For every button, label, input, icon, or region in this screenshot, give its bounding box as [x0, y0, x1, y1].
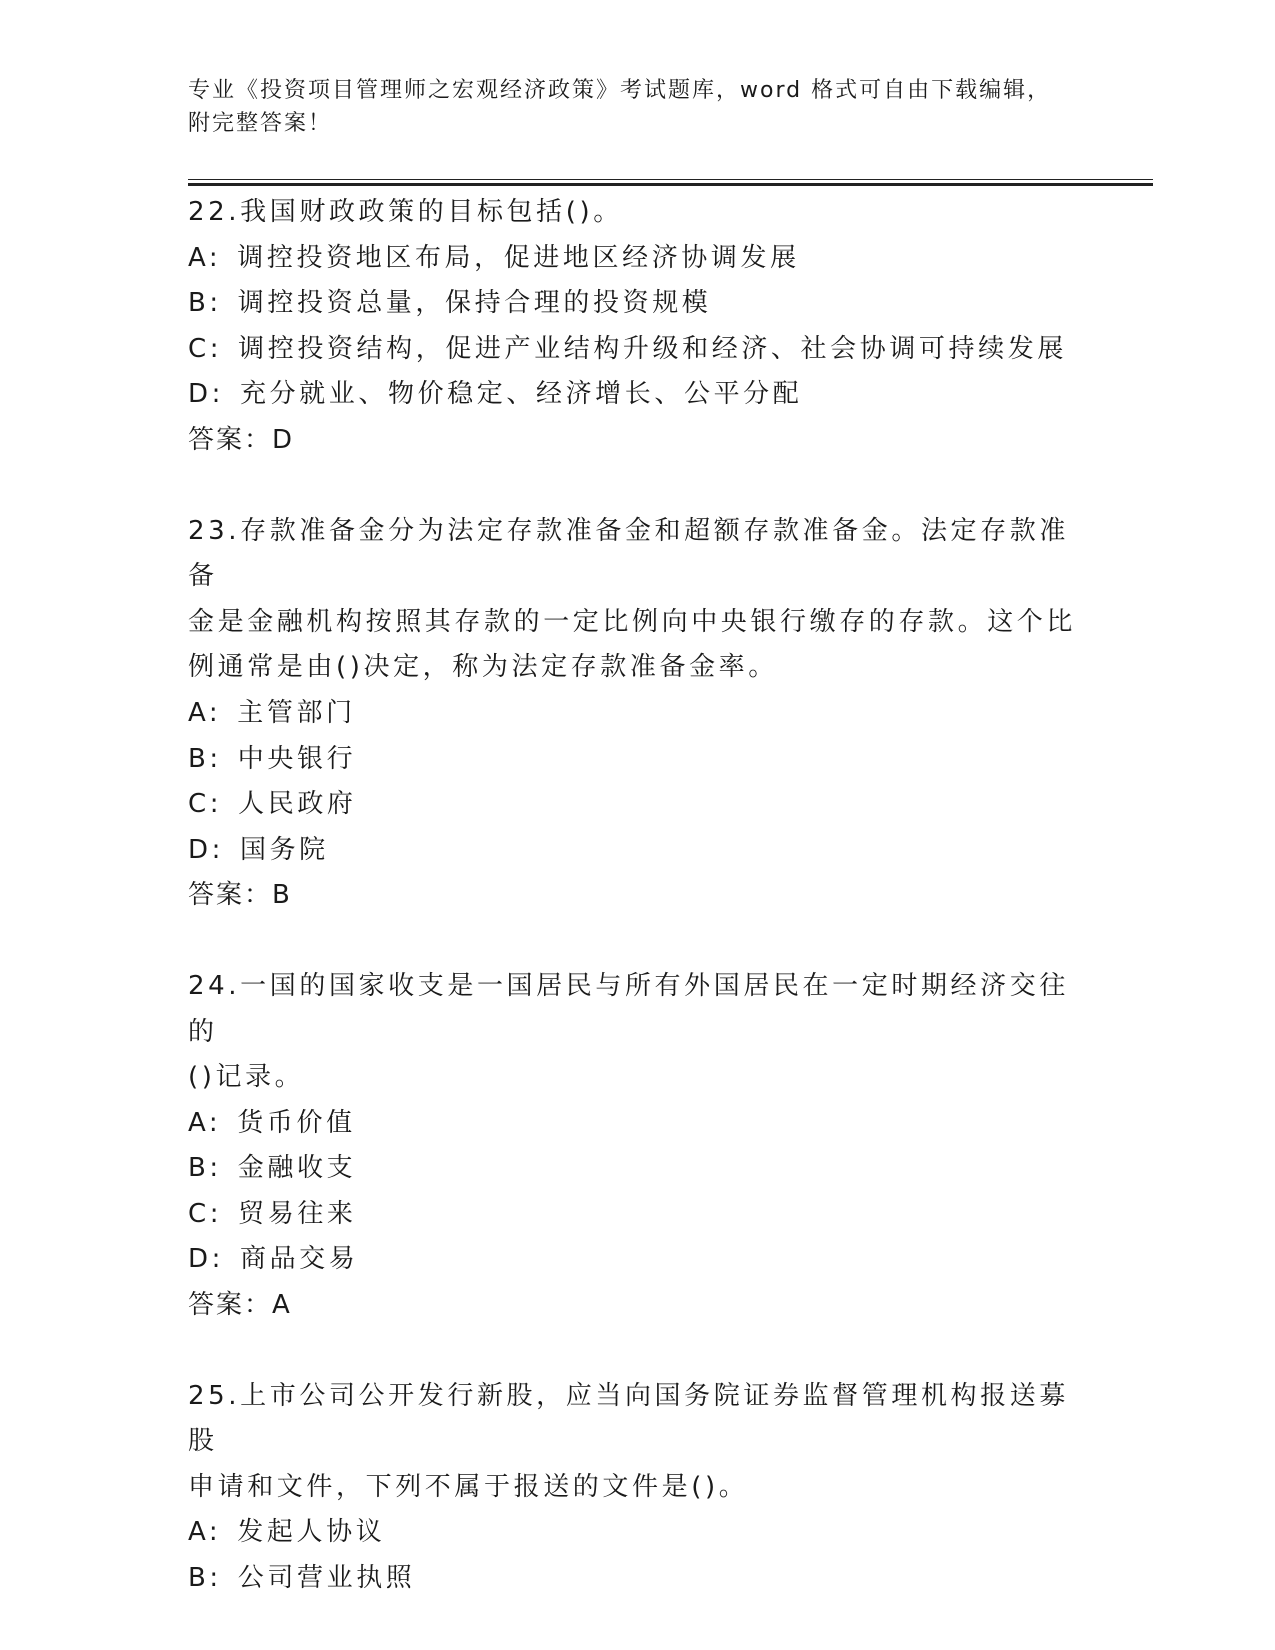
option-b [188, 1556, 1088, 1602]
answer-line [188, 1283, 1088, 1329]
option-letter: C: [188, 1198, 223, 1229]
question-24 [188, 964, 1088, 1329]
header-divider-thick [188, 183, 1153, 186]
option-d [188, 828, 1088, 874]
option-a [188, 691, 1088, 737]
question-23 [188, 509, 1088, 919]
header-divider-thin [188, 179, 1153, 180]
question-22 [188, 190, 1088, 464]
answer-value: D [272, 424, 295, 455]
option-text: 货币价值 [237, 1107, 356, 1138]
answer-label: 答案： [188, 424, 273, 455]
question-stem-line-1: 23.存款准备金分为法定存款准备金和超额存款准备金。法定存款准备 [188, 515, 1069, 592]
question-stem-line-2: 金是金融机构按照其存款的一定比例向中央银行缴存的存款。这个比 [188, 606, 1077, 637]
option-d [188, 372, 1088, 418]
option-letter: D: [188, 379, 224, 410]
option-letter: B: [188, 1153, 222, 1184]
option-d [188, 1237, 1088, 1283]
option-text: 公司营业执照 [237, 1563, 416, 1594]
option-letter: A: [188, 242, 222, 273]
option-text: 商品交易 [239, 1244, 359, 1275]
option-b [188, 1146, 1088, 1192]
option-text: 调控投资结构，促进产业结构升级和经济、社会协调可持续发展 [238, 333, 1067, 364]
option-letter: C: [188, 789, 223, 820]
answer-value: B [272, 880, 292, 911]
option-text: 调控投资地区布局，促进地区经济协调发展 [237, 242, 800, 273]
option-b [188, 281, 1088, 327]
option-text: 金融收支 [237, 1153, 357, 1184]
option-c [188, 327, 1088, 373]
option-letter: B: [188, 1563, 222, 1594]
option-text: 国务院 [239, 834, 329, 865]
option-letter: C: [188, 333, 223, 364]
option-a [188, 1510, 1088, 1556]
option-text: 主管部门 [237, 697, 356, 728]
answer-line [188, 418, 1088, 464]
question-stem-line-2: ()记录。 [188, 1062, 305, 1093]
document-header [188, 74, 1068, 140]
option-text: 发起人协议 [237, 1517, 386, 1548]
question-stem-line-1: 24.一国的国家收支是一国居民与所有外国居民在一定时期经济交往的 [188, 970, 1069, 1047]
option-letter: A: [188, 1517, 222, 1548]
option-letter: D: [188, 1244, 224, 1275]
answer-label: 答案： [188, 880, 273, 911]
option-text: 人民政府 [238, 789, 357, 820]
option-text: 中央银行 [237, 743, 357, 774]
question-stem-line-2: 申请和文件，下列不属于报送的文件是()。 [188, 1471, 749, 1502]
option-c [188, 782, 1088, 828]
question-stem: 22.我国财政政策的目标包括()。 [188, 197, 623, 227]
option-letter: A: [188, 1107, 222, 1138]
option-c [188, 1192, 1088, 1238]
option-letter: A: [188, 697, 222, 728]
header-line-1: 专业《投资项目管理师之宏观经济政策》考试题库，word 格式可自由下载编辑， [188, 78, 1052, 103]
option-text: 充分就业、物价稳定、经济增长、公平分配 [239, 379, 803, 410]
answer-line [188, 873, 1088, 919]
option-text: 调控投资总量，保持合理的投资规模 [237, 288, 712, 319]
question-25 [188, 1374, 1088, 1602]
option-text: 贸易往来 [238, 1198, 357, 1229]
option-letter: B: [188, 743, 222, 774]
option-b [188, 737, 1088, 783]
answer-value: A [272, 1290, 292, 1321]
question-stem-line-3: 例通常是由()决定，称为法定存款准备金率。 [188, 652, 778, 683]
question-stem-line-1: 25.上市公司公开发行新股，应当向国务院证券监督管理机构报送募股 [188, 1380, 1069, 1457]
header-line-2: 附完整答案！ [188, 111, 333, 136]
option-letter: D: [188, 834, 224, 865]
option-a [188, 236, 1088, 282]
answer-label: 答案： [188, 1290, 273, 1321]
option-letter: B: [188, 288, 222, 319]
option-a [188, 1101, 1088, 1147]
question-list [188, 190, 1088, 1602]
